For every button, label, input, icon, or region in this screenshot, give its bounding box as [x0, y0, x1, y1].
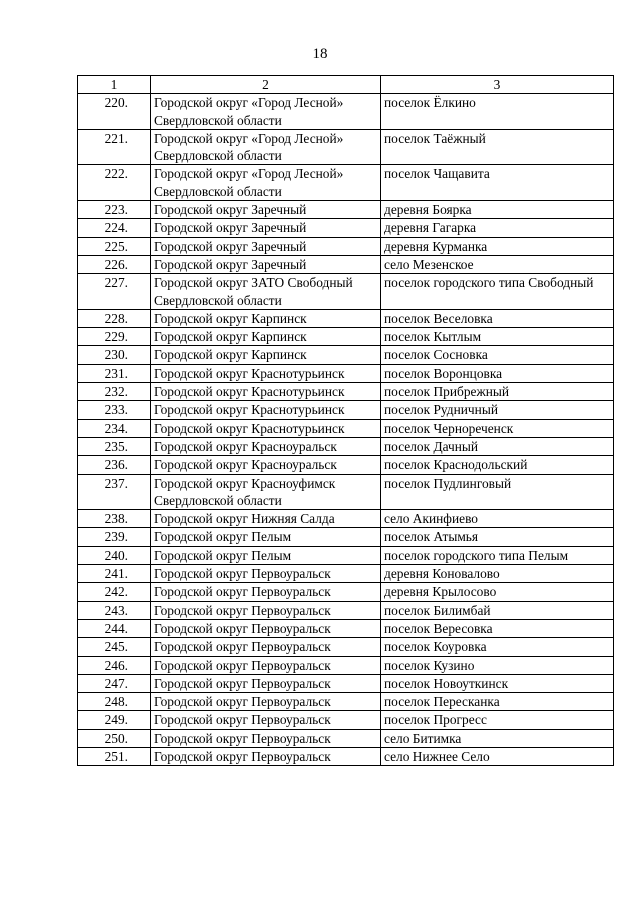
district-cell: Городской округ Краснотурьинск [151, 364, 381, 382]
table-row [78, 546, 614, 564]
district-cell: Городской округ Краснотурьинск [151, 419, 381, 437]
settlement-cell: деревня Гагарка [381, 219, 614, 237]
row-number-cell: 224. [78, 219, 151, 237]
table-row [78, 638, 614, 656]
header-cell-number: 1 [78, 76, 151, 94]
table-row [78, 729, 614, 747]
district-cell: Городской округ Первоуральск [151, 693, 381, 711]
settlement-cell: село Нижнее Село [381, 747, 614, 765]
settlement-cell: поселок Сосновка [381, 346, 614, 364]
district-cell: Городской округ Карпинск [151, 328, 381, 346]
district-cell: Городской округ Первоуральск [151, 747, 381, 765]
table-row [78, 583, 614, 601]
row-number-cell: 220. [78, 94, 151, 130]
district-cell: Городской округ Красноуральск [151, 456, 381, 474]
row-number-cell: 251. [78, 747, 151, 765]
district-cell: Городской округ Карпинск [151, 309, 381, 327]
settlement-cell: поселок Коуровка [381, 638, 614, 656]
settlement-cell: деревня Боярка [381, 201, 614, 219]
page-number: 18 [312, 46, 328, 62]
row-number-cell: 238. [78, 510, 151, 528]
row-number-cell: 230. [78, 346, 151, 364]
district-cell: Городской округ Пелым [151, 546, 381, 564]
row-number-cell: 225. [78, 237, 151, 255]
table-row [78, 401, 614, 419]
table-row [78, 565, 614, 583]
district-cell: Городской округ Первоуральск [151, 729, 381, 747]
settlement-cell: село Мезенское [381, 255, 614, 273]
row-number-cell: 249. [78, 711, 151, 729]
table-row [78, 201, 614, 219]
row-number-cell: 231. [78, 364, 151, 382]
row-number-cell: 243. [78, 601, 151, 619]
settlement-cell: поселок Пересканка [381, 693, 614, 711]
table-row [78, 437, 614, 455]
row-number-cell: 233. [78, 401, 151, 419]
settlement-cell: поселок Вересовка [381, 619, 614, 637]
table-row [78, 674, 614, 692]
row-number-cell: 223. [78, 201, 151, 219]
district-cell: Городской округ Краснотурьинск [151, 401, 381, 419]
settlement-cell: деревня Крылосово [381, 583, 614, 601]
settlement-cell: поселок Чащавита [381, 165, 614, 201]
district-cell: Городской округ Заречный [151, 219, 381, 237]
table-row [78, 601, 614, 619]
district-cell: Городской округ Красноуфимск Свердловской области [151, 474, 381, 510]
table-row [78, 129, 614, 165]
table-row [78, 656, 614, 674]
row-number-cell: 229. [78, 328, 151, 346]
district-cell: Городской округ Первоуральск [151, 565, 381, 583]
settlement-cell: поселок Ёлкино [381, 94, 614, 130]
district-cell: Городской округ Карпинск [151, 346, 381, 364]
settlement-cell: поселок Веселовка [381, 309, 614, 327]
district-cell: Городской округ Первоуральск [151, 583, 381, 601]
table-row [78, 346, 614, 364]
district-cell: Городской округ Первоуральск [151, 601, 381, 619]
settlement-cell: деревня Коновалово [381, 565, 614, 583]
settlement-cell: село Битимка [381, 729, 614, 747]
district-cell: Городской округ Заречный [151, 237, 381, 255]
table-row [78, 747, 614, 765]
row-number-cell: 236. [78, 456, 151, 474]
district-cell: Городской округ «Город Лесной» Свердловской области [151, 94, 381, 130]
settlement-cell: поселок Пудлинговый [381, 474, 614, 510]
row-number-cell: 237. [78, 474, 151, 510]
settlement-cell: поселок Новоуткинск [381, 674, 614, 692]
table-row [78, 94, 614, 130]
header-cell-district: 2 [151, 76, 381, 94]
row-number-cell: 240. [78, 546, 151, 564]
table-row [78, 419, 614, 437]
row-number-cell: 235. [78, 437, 151, 455]
settlement-cell: поселок Билимбай [381, 601, 614, 619]
district-cell: Городской округ Пелым [151, 528, 381, 546]
row-number-cell: 248. [78, 693, 151, 711]
district-cell: Городской округ Заречный [151, 201, 381, 219]
table-row [78, 510, 614, 528]
row-number-cell: 242. [78, 583, 151, 601]
settlements-table [77, 75, 614, 766]
table-row [78, 711, 614, 729]
table-row [78, 693, 614, 711]
row-number-cell: 221. [78, 129, 151, 165]
settlement-cell: село Акинфиево [381, 510, 614, 528]
settlement-cell: поселок Прогресс [381, 711, 614, 729]
table-row [78, 274, 614, 310]
settlement-cell: поселок Таёжный [381, 129, 614, 165]
row-number-cell: 228. [78, 309, 151, 327]
district-cell: Городской округ Нижняя Салда [151, 510, 381, 528]
row-number-cell: 250. [78, 729, 151, 747]
district-cell: Городской округ Первоуральск [151, 638, 381, 656]
district-cell: Городской округ Заречный [151, 255, 381, 273]
district-cell: Городской округ Первоуральск [151, 674, 381, 692]
row-number-cell: 222. [78, 165, 151, 201]
district-cell: Городской округ «Город Лесной» Свердловской области [151, 129, 381, 165]
settlement-cell: поселок Воронцовка [381, 364, 614, 382]
table-row [78, 619, 614, 637]
settlement-cell: поселок городского типа Свободный [381, 274, 614, 310]
district-cell: Городской округ Краснотурьинск [151, 383, 381, 401]
table-row [78, 474, 614, 510]
table-body [78, 76, 614, 766]
row-number-cell: 247. [78, 674, 151, 692]
settlement-cell: поселок Прибрежный [381, 383, 614, 401]
table-row [78, 328, 614, 346]
settlement-cell: поселок Кузино [381, 656, 614, 674]
district-cell: Городской округ Первоуральск [151, 619, 381, 637]
settlement-cell: поселок Атымья [381, 528, 614, 546]
settlement-cell: деревня Курманка [381, 237, 614, 255]
row-number-cell: 245. [78, 638, 151, 656]
row-number-cell: 232. [78, 383, 151, 401]
district-cell: Городской округ Первоуральск [151, 656, 381, 674]
district-cell: Городской округ Красноуральск [151, 437, 381, 455]
row-number-cell: 227. [78, 274, 151, 310]
table-row [78, 456, 614, 474]
settlement-cell: поселок городского типа Пелым [381, 546, 614, 564]
row-number-cell: 234. [78, 419, 151, 437]
settlement-cell: поселок Краснодольский [381, 456, 614, 474]
table-header-row [78, 76, 614, 94]
settlement-cell: поселок Дачный [381, 437, 614, 455]
district-cell: Городской округ ЗАТО Свободный Свердловской области [151, 274, 381, 310]
table-row [78, 528, 614, 546]
row-number-cell: 241. [78, 565, 151, 583]
row-number-cell: 226. [78, 255, 151, 273]
header-cell-settlement: 3 [381, 76, 614, 94]
row-number-cell: 239. [78, 528, 151, 546]
settlement-cell: поселок Чернореченск [381, 419, 614, 437]
district-cell: Городской округ «Город Лесной» Свердловской области [151, 165, 381, 201]
row-number-cell: 244. [78, 619, 151, 637]
row-number-cell: 246. [78, 656, 151, 674]
table-row [78, 237, 614, 255]
table-row [78, 219, 614, 237]
table-row [78, 383, 614, 401]
table-row [78, 364, 614, 382]
table-row [78, 309, 614, 327]
settlement-cell: поселок Рудничный [381, 401, 614, 419]
table-row [78, 255, 614, 273]
table-row [78, 165, 614, 201]
settlement-cell: поселок Кытлым [381, 328, 614, 346]
district-cell: Городской округ Первоуральск [151, 711, 381, 729]
